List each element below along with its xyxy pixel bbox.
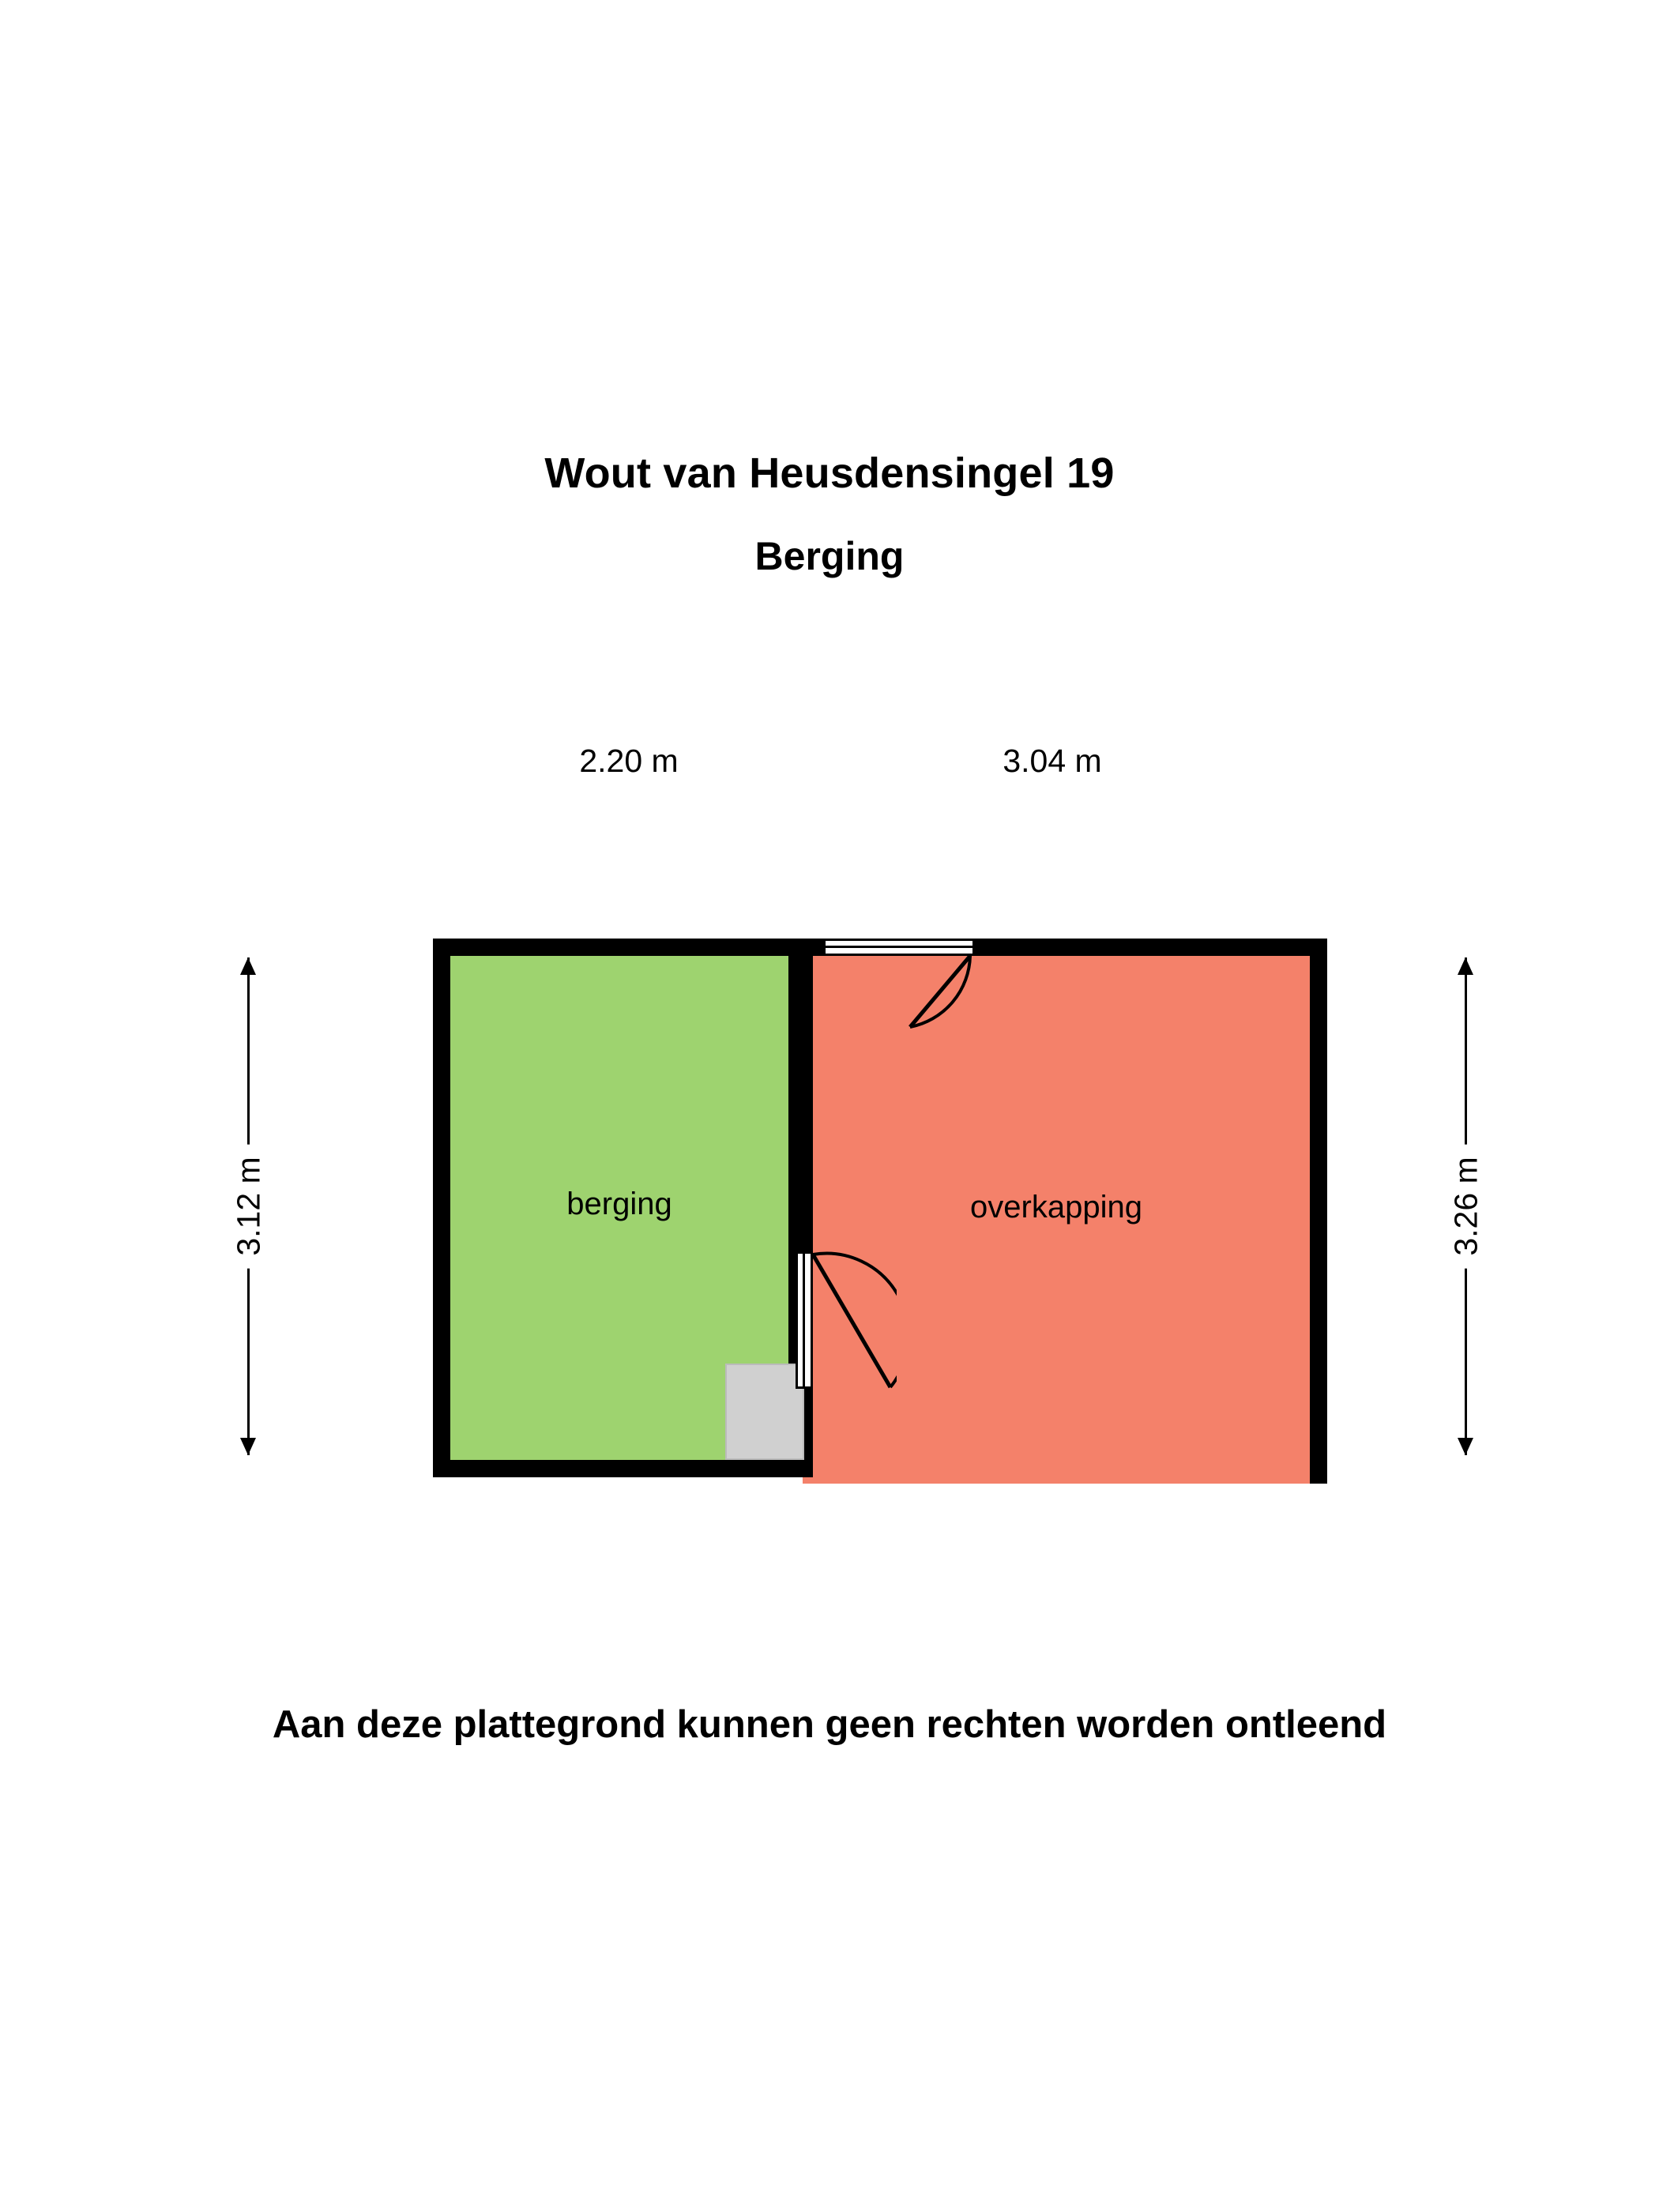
room-overkapping-label: overkapping bbox=[970, 1190, 1142, 1224]
dimension-left-text: 3.12 m bbox=[223, 1144, 276, 1268]
dimension-top-right-text: 3.04 m bbox=[990, 743, 1114, 779]
dimension-left bbox=[225, 957, 273, 1455]
door-top-frame bbox=[823, 939, 975, 956]
arrow-down-icon bbox=[240, 1438, 256, 1455]
arrow-up-icon bbox=[1458, 957, 1473, 975]
fixture-block bbox=[725, 1364, 804, 1460]
dimension-top-left bbox=[450, 731, 807, 778]
dimension-top-left-text: 2.20 m bbox=[566, 743, 690, 779]
door-top-swing-icon bbox=[823, 954, 975, 1030]
room-berging-label: berging bbox=[566, 1187, 672, 1221]
dimension-top-left-label bbox=[450, 731, 807, 777]
title-block bbox=[0, 450, 1659, 578]
dimension-top-right bbox=[807, 731, 1297, 778]
dimension-right-text: 3.26 m bbox=[1440, 1144, 1493, 1268]
door-interior-frame bbox=[796, 1251, 813, 1389]
arrow-up-icon bbox=[240, 957, 256, 975]
page-title: Wout van Heusdensingel 19 bbox=[544, 450, 1115, 497]
wall-bottom-left bbox=[433, 1460, 813, 1477]
dimension-right bbox=[1443, 957, 1490, 1455]
disclaimer-text: Aan deze plattegrond kunnen geen rechten worden ontleend bbox=[272, 1703, 1387, 1746]
floorplan-drawing bbox=[433, 939, 1327, 1492]
dimension-top-right-label bbox=[807, 731, 1297, 777]
door-interior-swing-icon bbox=[811, 1251, 897, 1390]
arrow-down-icon bbox=[1458, 1438, 1473, 1455]
floor-title: Berging bbox=[754, 534, 905, 579]
